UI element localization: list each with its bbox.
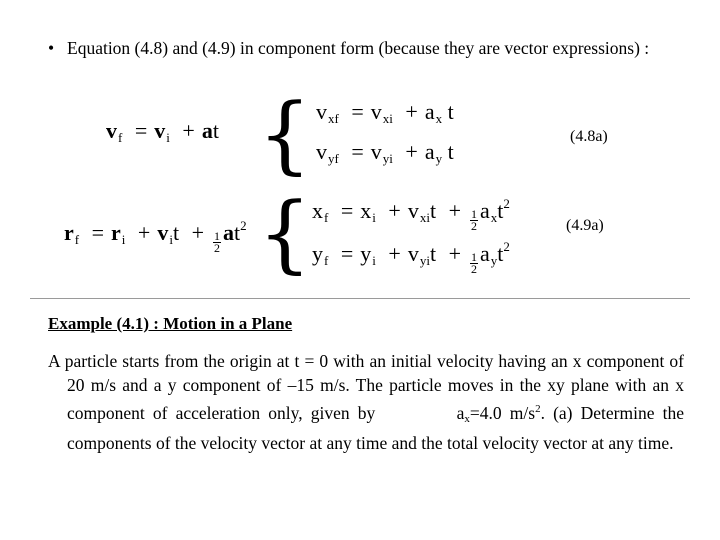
example-title: Example (4.1) : Motion in a Plane bbox=[48, 314, 293, 333]
brace-4-8: { bbox=[258, 85, 312, 183]
eq-symbol: t bbox=[172, 220, 180, 245]
bullet-marker: • bbox=[48, 38, 55, 58]
paragraph-subscript: x bbox=[464, 413, 470, 425]
eq-subscript: xi bbox=[382, 111, 393, 126]
equation-4-8-x: $v_{xf} = v_{xi} + a_x$ t bbox=[316, 99, 454, 126]
equation-4-8-y: $v_{yf} = v_{yi} + a_y$ t bbox=[316, 139, 454, 166]
eq-subscript: i bbox=[121, 232, 126, 247]
eq-symbol: y bbox=[360, 241, 372, 266]
bullet-text: Equation (4.8) and (4.9) in component form (because they are vector expressions) : bbox=[67, 38, 650, 58]
equation-label-4-8a: (4.8a) bbox=[570, 128, 608, 145]
eq-subscript: f bbox=[118, 130, 123, 145]
eq-subscript: f bbox=[324, 210, 329, 225]
eq-symbol: t bbox=[212, 118, 219, 143]
eq-subscript: i bbox=[169, 232, 173, 247]
eq-subscript: yi bbox=[419, 253, 430, 268]
intro-bullet bbox=[48, 36, 684, 60]
section-divider bbox=[30, 298, 690, 299]
eq-symbol: y bbox=[312, 241, 323, 266]
eq-operator: + bbox=[182, 118, 195, 143]
eq-symbol: v bbox=[370, 139, 382, 164]
fraction-half: $\frac{1}{2}$ bbox=[470, 250, 477, 276]
eq-subscript: f bbox=[324, 253, 329, 268]
eq-subscript: i bbox=[166, 130, 170, 145]
equation-4-9-vector: $r_f = r_i + v_it$ + $\frac{1}{2}$ $at^2$ bbox=[64, 218, 247, 255]
eq-subscript: yi bbox=[382, 151, 393, 166]
eq-symbol: v bbox=[407, 198, 419, 223]
eq-symbol: v bbox=[370, 99, 382, 124]
eq-subscript: y bbox=[435, 151, 443, 166]
eq-subscript: i bbox=[372, 253, 376, 268]
paragraph-superscript: 2 bbox=[535, 403, 541, 415]
eq-symbol: a bbox=[201, 118, 213, 143]
eq-symbol: a bbox=[424, 99, 435, 124]
eq-symbol: t bbox=[234, 220, 241, 245]
eq-symbol: v bbox=[316, 99, 327, 124]
eq-symbol: t bbox=[497, 241, 504, 266]
equation-4-9-y: $y_f = y_i + v_{yi}t$ + $\frac{1}{2}$ $a_yt^2$ bbox=[312, 239, 510, 276]
eq-subscript: i bbox=[372, 210, 376, 225]
eq-subscript: xi bbox=[419, 210, 430, 225]
eq-subscript: xf bbox=[328, 111, 339, 126]
eq-symbol: v bbox=[106, 118, 117, 143]
brace-4-9: { bbox=[258, 184, 312, 282]
eq-subscript: x bbox=[490, 210, 498, 225]
eq-symbol: v bbox=[157, 220, 169, 245]
eq-symbol: t bbox=[497, 198, 504, 223]
eq-exponent: 2 bbox=[503, 196, 510, 211]
eq-symbol: v bbox=[154, 118, 166, 143]
paragraph-text: . (a) Determine the components of the velocity vector at any time and the total velocity vector at any time. bbox=[67, 403, 685, 453]
eq-symbol: t bbox=[447, 99, 454, 124]
eq-symbol: r bbox=[111, 220, 121, 245]
eq-subscript: y bbox=[490, 253, 498, 268]
eq-symbol: x bbox=[312, 198, 323, 223]
eq-subscript: f bbox=[74, 232, 80, 247]
example-paragraph bbox=[48, 349, 684, 455]
eq-operator: = bbox=[134, 118, 148, 143]
eq-exponent: 2 bbox=[240, 218, 247, 233]
fraction-half: $\frac{1}{2}$ bbox=[470, 207, 477, 233]
equation-4-9-x: $x_f = x_i + v_{xi}t$ + $\frac{1}{2}$ $a_xt^2$ bbox=[312, 196, 510, 233]
eq-symbol: a bbox=[479, 241, 490, 266]
eq-symbol: x bbox=[360, 198, 372, 223]
eq-symbol: t bbox=[429, 241, 437, 266]
eq-symbol: r bbox=[64, 220, 74, 245]
eq-symbol: a bbox=[424, 139, 435, 164]
paragraph-text: =4.0 m/s bbox=[469, 403, 536, 423]
eq-symbol: a bbox=[479, 198, 490, 223]
eq-symbol: t bbox=[447, 139, 454, 164]
eq-symbol: v bbox=[407, 241, 419, 266]
eq-symbol: v bbox=[316, 139, 327, 164]
eq-subscript: x bbox=[435, 111, 443, 126]
eq-symbol: t bbox=[429, 198, 437, 223]
equation-4-8-vector bbox=[106, 120, 219, 144]
eq-symbol: a bbox=[223, 220, 235, 245]
fraction-half: $\frac{1}{2}$ bbox=[214, 229, 221, 255]
eq-subscript: yf bbox=[328, 151, 339, 166]
eq-exponent: 2 bbox=[503, 239, 510, 254]
paragraph-text: A particle starts from the origin at t = 0 with an initial velocity having an x component of 20 m/s and a y component of –15 m/s. The particle moves in the xy plane with an x component of acceleration only, given by a bbox=[48, 351, 684, 423]
equation-label-4-9a: (4.9a) bbox=[566, 217, 604, 234]
